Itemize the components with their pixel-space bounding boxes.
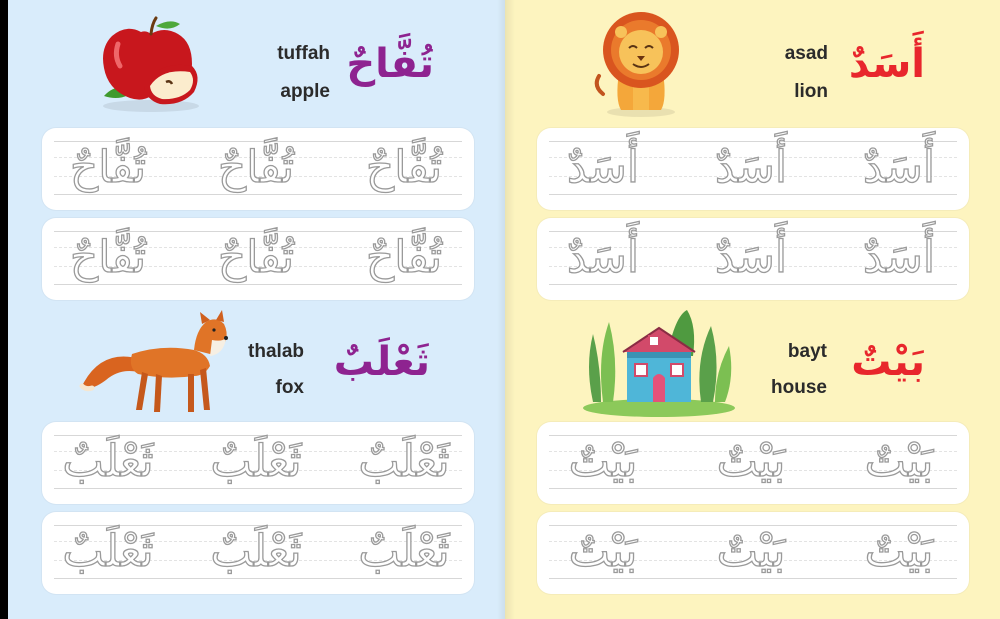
- transliteration-label: bayt: [787, 341, 827, 362]
- trace-word: أَسَدٌ: [566, 142, 640, 193]
- lion-picture: [593, 10, 689, 118]
- trace-word: ثَعْلَبٌ: [210, 436, 302, 487]
- trace-word: بَيْتٌ: [864, 436, 934, 487]
- trace-word: تُفَّاحٌ: [69, 142, 147, 193]
- trace-word: بَيْتٌ: [864, 526, 934, 577]
- english-label: house: [771, 377, 827, 398]
- apple-picture: [96, 16, 206, 114]
- trace-word: تُفَّاحٌ: [217, 232, 295, 283]
- tracing-row[interactable]: [42, 512, 474, 594]
- trace-word: تُفَّاحٌ: [217, 142, 295, 193]
- arabic-word-title: تُفَّاحٌ: [346, 41, 434, 87]
- trace-word: بَيْتٌ: [568, 436, 638, 487]
- trace-word: ثَعْلَبٌ: [358, 526, 450, 577]
- english-label: lion: [794, 81, 828, 102]
- trace-word: تُفَّاحٌ: [69, 232, 147, 283]
- trace-word: ثَعْلَبٌ: [62, 436, 154, 487]
- tracing-row[interactable]: [537, 422, 969, 504]
- english-label: fox: [275, 377, 304, 398]
- word-section-apple: [8, 0, 505, 300]
- word-section-lion: [505, 0, 1000, 300]
- tracing-row[interactable]: [42, 218, 474, 300]
- trace-word: أَسَدٌ: [714, 142, 788, 193]
- tracing-row[interactable]: [42, 422, 474, 504]
- trace-word: أَسَدٌ: [714, 232, 788, 283]
- fox-picture: [76, 310, 236, 418]
- tracing-row[interactable]: [537, 128, 969, 210]
- trace-word: بَيْتٌ: [716, 526, 786, 577]
- tracing-row[interactable]: [537, 512, 969, 594]
- transliteration-label: asad: [784, 43, 828, 64]
- trace-word: بَيْتٌ: [568, 526, 638, 577]
- word-section-house: [505, 300, 1000, 619]
- right-page: [505, 0, 1000, 619]
- trace-word: أَسَدٌ: [862, 232, 936, 283]
- trace-word: أَسَدٌ: [566, 232, 640, 283]
- transliteration-label: tuffah: [277, 43, 330, 64]
- trace-word: أَسَدٌ: [862, 142, 936, 193]
- trace-word: تُفَّاحٌ: [365, 142, 443, 193]
- transliteration-label: thalab: [248, 341, 304, 362]
- trace-word: ثَعْلَبٌ: [62, 526, 154, 577]
- english-label: apple: [280, 81, 330, 102]
- house-picture: [579, 306, 739, 418]
- trace-word: ثَعْلَبٌ: [210, 526, 302, 577]
- tracing-row[interactable]: [42, 128, 474, 210]
- arabic-word-title: أَسَدٌ: [848, 41, 925, 87]
- trace-word: بَيْتٌ: [716, 436, 786, 487]
- trace-word: تُفَّاحٌ: [365, 232, 443, 283]
- tracing-row[interactable]: [537, 218, 969, 300]
- trace-word: ثَعْلَبٌ: [358, 436, 450, 487]
- arabic-word-title: ثَعْلَبٌ: [333, 339, 430, 385]
- arabic-word-title: بَيْتٌ: [851, 339, 925, 385]
- word-section-fox: [8, 300, 505, 619]
- left-page: [8, 0, 505, 619]
